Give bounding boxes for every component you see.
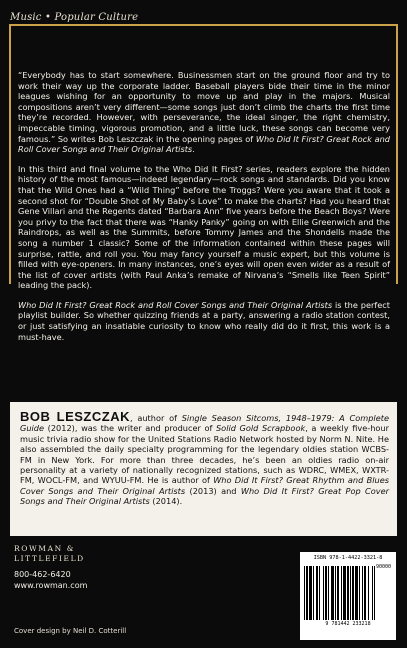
author-name: BOB LESZCZAK: [20, 409, 130, 424]
gold-frame-right: [396, 24, 398, 284]
barcode-bars: [304, 564, 392, 620]
author-book-title: Who Did It First? Great Pop Cover Songs and Their Original Artists: [20, 485, 390, 507]
isbn-number: ISBN 978-1-4422-3321-8: [313, 555, 383, 561]
publisher-website: www.rowman.com: [14, 581, 88, 590]
author-bio-text: (2014).: [149, 496, 183, 507]
publisher-phone: 800-462-6420: [14, 570, 71, 579]
author-bio-text: (2012), was the writer and producer of: [44, 423, 216, 434]
blurb-paragraph-2: In this third and final volume to the Who Did It First? series, readers explore the hidden history of the most famous—indeed legendary—rock songs and standards. Did you know that the Wild Ones had a “Wild Thing” before the Troggs? Were you aware that it took a second shot for “Double Shot of My Baby’s Love” to make the charts? Had you heard that Gene Villari and the Regents dated “Barbara Ann” five years before the Beach Boys? Were you privy to the fact that there was “Hanky Panky” going on with Ellie Greenwich and the Raindrops, as well as the Summits, before Tommy James and the Shondells made the song a number 1 classic? Some of the information contained within these pages will surprise, rattle, and roll you. You may fancy yourself a music expert, but this volume is filled with eye-openers. In many instances, one’s eyes will open even wider as a result of the list of cover artists (with Paul Anka’s remake of Nirvana’s “Smells like Teen Spirit” leading the pack).: [18, 163, 390, 291]
author-book-title: Solid Gold Scrapbook: [215, 423, 306, 434]
author-book-title: Single Season Sitcoms, 1948–1979: A Complete Guide: [20, 413, 389, 434]
blurb-p1-end: .: [192, 144, 195, 155]
blurb-paragraph-3: [18, 300, 390, 342]
barcode-digits: 9 781442 233218: [325, 621, 371, 627]
cover-design-credit: Cover design by Neil D. Cotterill: [14, 627, 127, 635]
blurb-p1-text: “Everybody has to start somewhere. Businessmen start on the ground floor and try to work their way up the corporate ladder. Baseball players bide their time in the minor leagues wishing for an opportunity to move up and play in the majors. Musical compositions aren’t very different—some songs just don’t climb the charts the first time they’re recorded. However, with perseverance, the ideal singer, the right chemistry, impeccable timing, vigorous promotion, and a little luck, these songs can become very famous.” So writes Bob Leszczak in the opening pages of: [18, 70, 390, 144]
blurb-p1-book-title: Who Did It First? Great Rock and Roll Cover Songs and Their Original Artists: [18, 133, 390, 155]
author-book-title: Who Did It First? Great Rhythm and Blues Cover Songs and Their Original Artists: [20, 475, 389, 496]
publisher-logo: [14, 544, 85, 564]
gold-frame-top: [9, 24, 398, 26]
blurb-p3-text: is the perfect playlist builder. So whether quizzing friends at a party, answering a radio station contest, or just satisfying an insatiable curiosity to know who really did do it first, this work is a must-have.: [18, 299, 390, 342]
barcode-stripe: [375, 566, 377, 620]
publisher-line-1: ROWMAN &: [14, 544, 76, 553]
author-bio-text: (2013) and: [185, 485, 241, 496]
author-bio: [10, 402, 397, 536]
category-label: Music • Popular Culture: [10, 12, 139, 23]
back-cover-blurb: [18, 70, 390, 351]
blurb-paragraph-1: [18, 70, 390, 155]
author-bio-text: , a weekly five-hour music trivia radio show for the United Stations Radio Network hosted by Norm N. Nite. He also assembled the daily specialty programming for the legendary oldies station WCBS-FM in New York. For more than three decades, he’s been an oldies radio on-air personality at a variety of nationally recognized stations, such as WDRC, WMEX, WXTR-FM, WOCL-FM, and WYUU-FM. He is author of: [20, 423, 389, 486]
author-bio-text: , author of: [129, 413, 182, 423]
price-code: 90000: [375, 564, 391, 570]
blurb-p3-book-title: Who Did It First? Great Rock and Roll Cover Songs and Their Original Artists: [18, 299, 333, 310]
isbn-barcode: [300, 552, 396, 640]
publisher-line-2: LITTLEFIELD: [14, 554, 85, 563]
gold-frame-left: [9, 24, 11, 284]
